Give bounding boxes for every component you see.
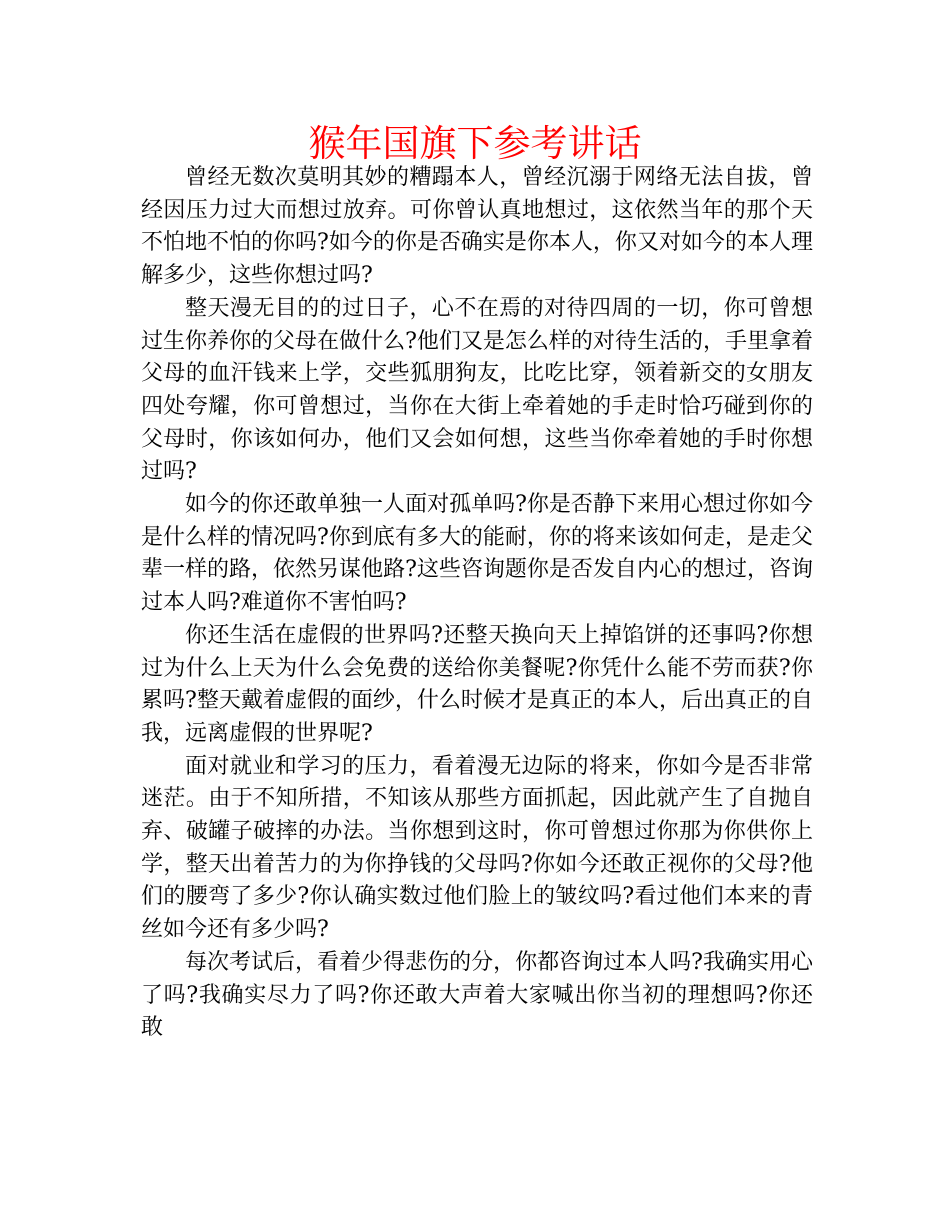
paragraph-4: 你还生活在虚假的世界吗?还整天换向天上掉馅饼的还事吗?你想过为什么上天为什么会免费的送给你美餐呢?你凭什么能不劳而获?你累吗?整天戴着虚假的面纱，什么时候才是真正的本人，后出真正的自我，远离虚假的世界呢? bbox=[141, 622, 813, 746]
document-title: 猴年国旗下参考讲话 bbox=[308, 122, 642, 165]
paragraph-3: 如今的你还敢单独一人面对孤单吗?你是否静下来用心想过你如今是什么样的情况吗?你到底有多大的能耐，你的将来该如何走，是走父辈一样的路，依然另谋他路?这些咨询题你是否发自内心的想过，咨询过本人吗?难道你不害怕吗? bbox=[141, 492, 813, 616]
paragraph-5: 面对就业和学习的压力，看着漫无边际的将来，你如今是否非常迷茫。由于不知所措，不知该从那些方面抓起，因此就产生了自抛自弃、破罐子破摔的办法。当你想到这时，你可曾想过你那为你供你上学，整天出着苦力的为你挣钱的父母吗?你如今还敢正视你的父母?他们的腰弯了多少?你认确实数过他们脸上的皱纹吗?看过他们本来的青丝如今还有多少吗? bbox=[141, 753, 813, 943]
paragraph-6: 每次考试后，看着少得悲伤的分，你都咨询过本人吗?我确实用心了吗?我确实尽力了吗?你还敢大声着大家喊出你当初的理想吗?你还敢 bbox=[141, 949, 813, 1041]
paragraph-2: 整天漫无目的的过日子，心不在焉的对待四周的一切，你可曾想过生你养你的父母在做什么?他们又是怎么样的对待生活的，手里拿着父母的血汗钱来上学，交些狐朋狗友，比吃比穿，领着新交的女朋友四处夸耀，你可曾想过，当你在大街上牵着她的手走时恰巧碰到你的父母时，你该如何办，他们又会如何想，这些当你牵着她的手时你想过吗? bbox=[141, 295, 813, 485]
document-body bbox=[141, 162, 813, 1045]
paragraph-1: 曾经无数次莫明其妙的糟蹋本人，曾经沉溺于网络无法自拔，曾经因压力过大而想过放弃。可你曾认真地想过，这依然当年的那个天不怕地不怕的你吗?如今的你是否确实是你本人，你又对如今的本人理解多少，这些你想过吗? bbox=[141, 165, 813, 289]
